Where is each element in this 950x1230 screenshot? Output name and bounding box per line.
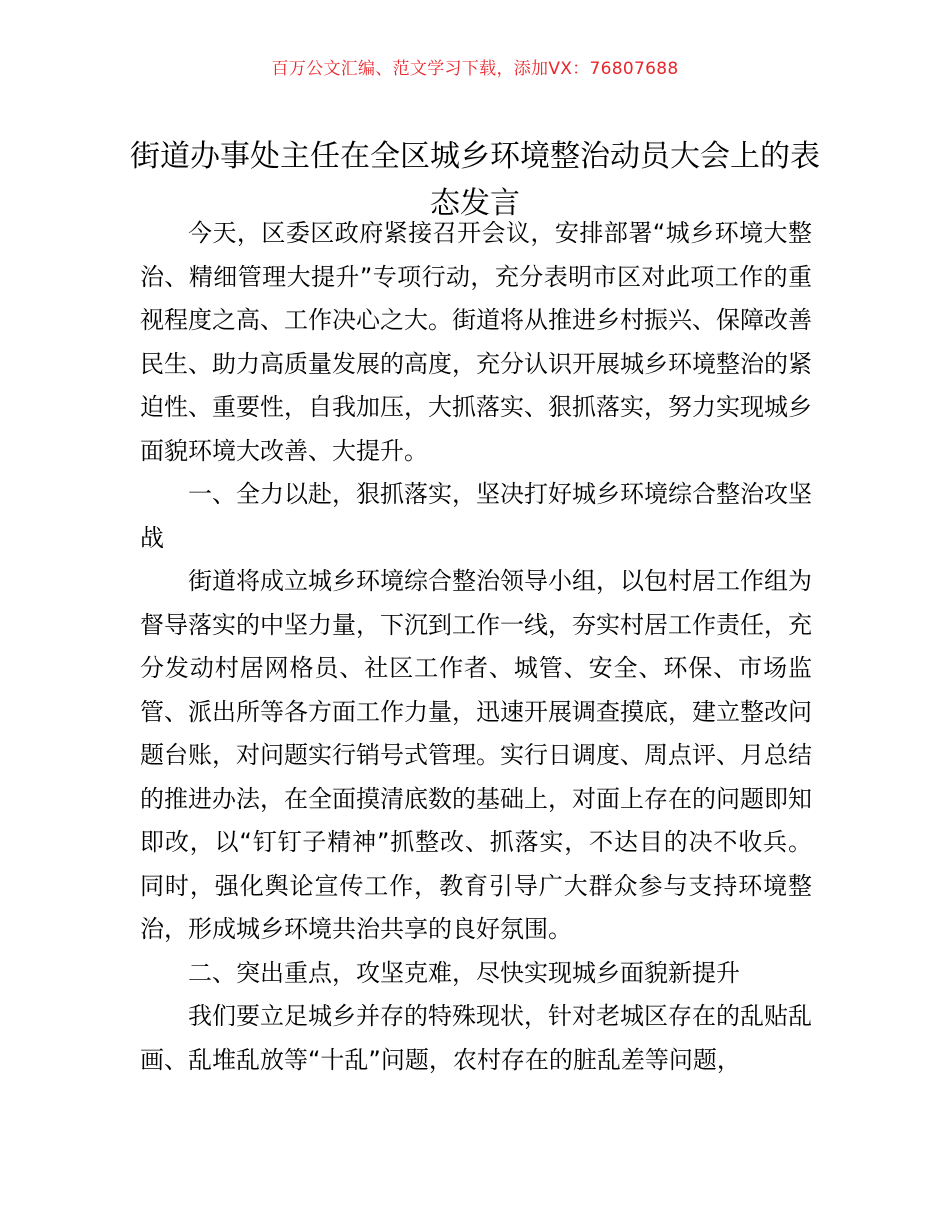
paragraph-section-1: 街道将成立城乡环境综合整治领导小组，以包村居工作组为督导落实的中坚力量，下沉到工作一线，夯实村居工作责任，充分发动村居网格员、社区工作者、城管、安全、环保、市场监管、派出所等各方面工作力量，迅速开展调查摸底，建立整改问题台账，对问题实行销号式管理。实行日调度、周点评、月总结的推进办法，在全面摸清底数的基础上，对面上存在的问题即知即改，以“钉钉子精神”抓整改、抓落实，不达目的决不收兵。同时，强化舆论宣传工作，教育引导广大群众参与支持环境整治，形成城乡环境共治共享的良好氛围。 [140, 567, 812, 943]
document-body [140, 212, 812, 1082]
paragraph-section-2: 我们要立足城乡并存的特殊现状，针对老城区存在的乱贴乱画、乱堆乱放等“十乱”问题，农村存在的脏乱差等问题， [140, 1002, 812, 1074]
section-heading-2: 二、突出重点，攻坚克难，尽快实现城乡面貌新提升 [188, 958, 740, 987]
header-watermark-note: 百万公文汇编、范文学习下载，添加VX：76807688 [271, 59, 679, 79]
paragraph-intro: 今天，区委区政府紧接召开会议，安排部署“城乡环境大整治、精细管理大提升”专项行动，充分表明市区对此项工作的重视程度之高、工作决心之大。街道将从推进乡村振兴、保障改善民生、助力高质量发展的高度，充分认识开展城乡环境整治的紧迫性、重要性，自我加压，大抓落实、狠抓落实，努力实现城乡面貌环境大改善、大提升。 [140, 219, 812, 465]
section-heading-1: 一、全力以赴，狠抓落实，坚决打好城乡环境综合整治攻坚战 [140, 480, 812, 552]
document-title: 街道办事处主任在全区城乡环境整治动员大会上的表态发言 [130, 139, 820, 222]
